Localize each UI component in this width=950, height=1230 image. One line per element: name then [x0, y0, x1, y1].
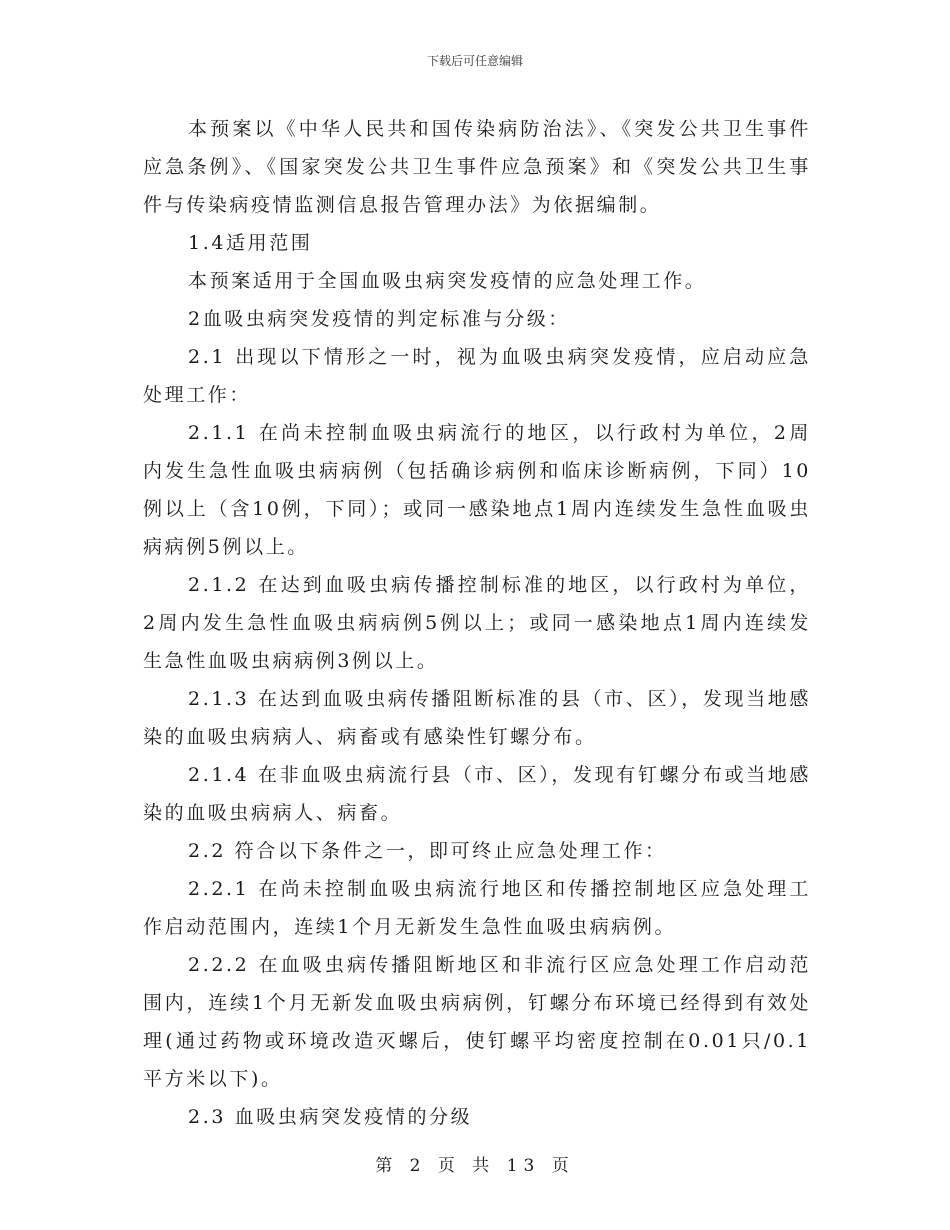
paragraph-2-2-2: 2.2.2 在血吸虫病传播阻断地区和非流行区应急处理工作启动范围内，连续1个月无新发血吸虫病病例，钉螺分布环境已经得到有效处理(通过药物或环境改造灭螺后，使钉螺平均密度控制在0.01只/0.1平方米以下)。 [143, 954, 811, 1090]
heading-scope: 1.4适用范围 [188, 232, 313, 254]
heading-2-3: 2.3 血吸虫病突发疫情的分级 [188, 1106, 473, 1128]
paragraph-2-1-4: 2.1.4 在非血吸虫病流行县（市、区），发现有钉螺分布或当地感染的血吸虫病病人、病畜。 [143, 764, 811, 824]
page-footer: 第 2 页 共 13 页 [375, 1156, 575, 1176]
paragraph-scope: 本预案适用于全国血吸虫病突发疫情的应急处理工作。 [188, 270, 707, 292]
paragraph-basis: 本预案以《中华人民共和国传染病防治法》、《突发公共卫生事件应急条例》、《国家突发公共卫生事件应急预案》和《突发公共卫生事件与传染病疫情监测信息报告管理办法》为依据编制。 [143, 118, 811, 216]
paragraph-2-1-2: 2.1.2 在达到血吸虫病传播控制标准的地区，以行政村为单位，2周内发生急性血吸虫病病例5例以上；或同一感染地点1周内连续发生急性血吸虫病病例3例以上。 [143, 574, 811, 672]
document-body [143, 110, 811, 1136]
heading-criteria: 2血吸虫病突发疫情的判定标准与分级： [188, 308, 570, 330]
paragraph-2-1: 2.1 出现以下情形之一时，视为血吸虫病突发疫情，应启动应急处理工作： [143, 346, 811, 406]
paragraph-2-2-1: 2.2.1 在尚未控制血吸虫病流行地区和传播控制地区应急处理工作启动范围内，连续1个月无新发生急性血吸虫病病例。 [143, 878, 811, 938]
paragraph-2-1-3: 2.1.3 在达到血吸虫病传播阻断标准的县（市、区），发现当地感染的血吸虫病病人、病畜或有感染性钉螺分布。 [143, 688, 811, 748]
paragraph-2-2: 2.2 符合以下条件之一，即可终止应急处理工作： [188, 840, 667, 862]
page-header: 下载后可任意编辑 [426, 54, 523, 68]
paragraph-2-1-1: 2.1.1 在尚未控制血吸虫病流行的地区，以行政村为单位，2周内发生急性血吸虫病病例（包括确诊病例和临床诊断病例，下同）10例以上（含10例，下同）；或同一感染地点1周内连续发生急性血吸虫病病例5例以上。 [143, 422, 811, 558]
